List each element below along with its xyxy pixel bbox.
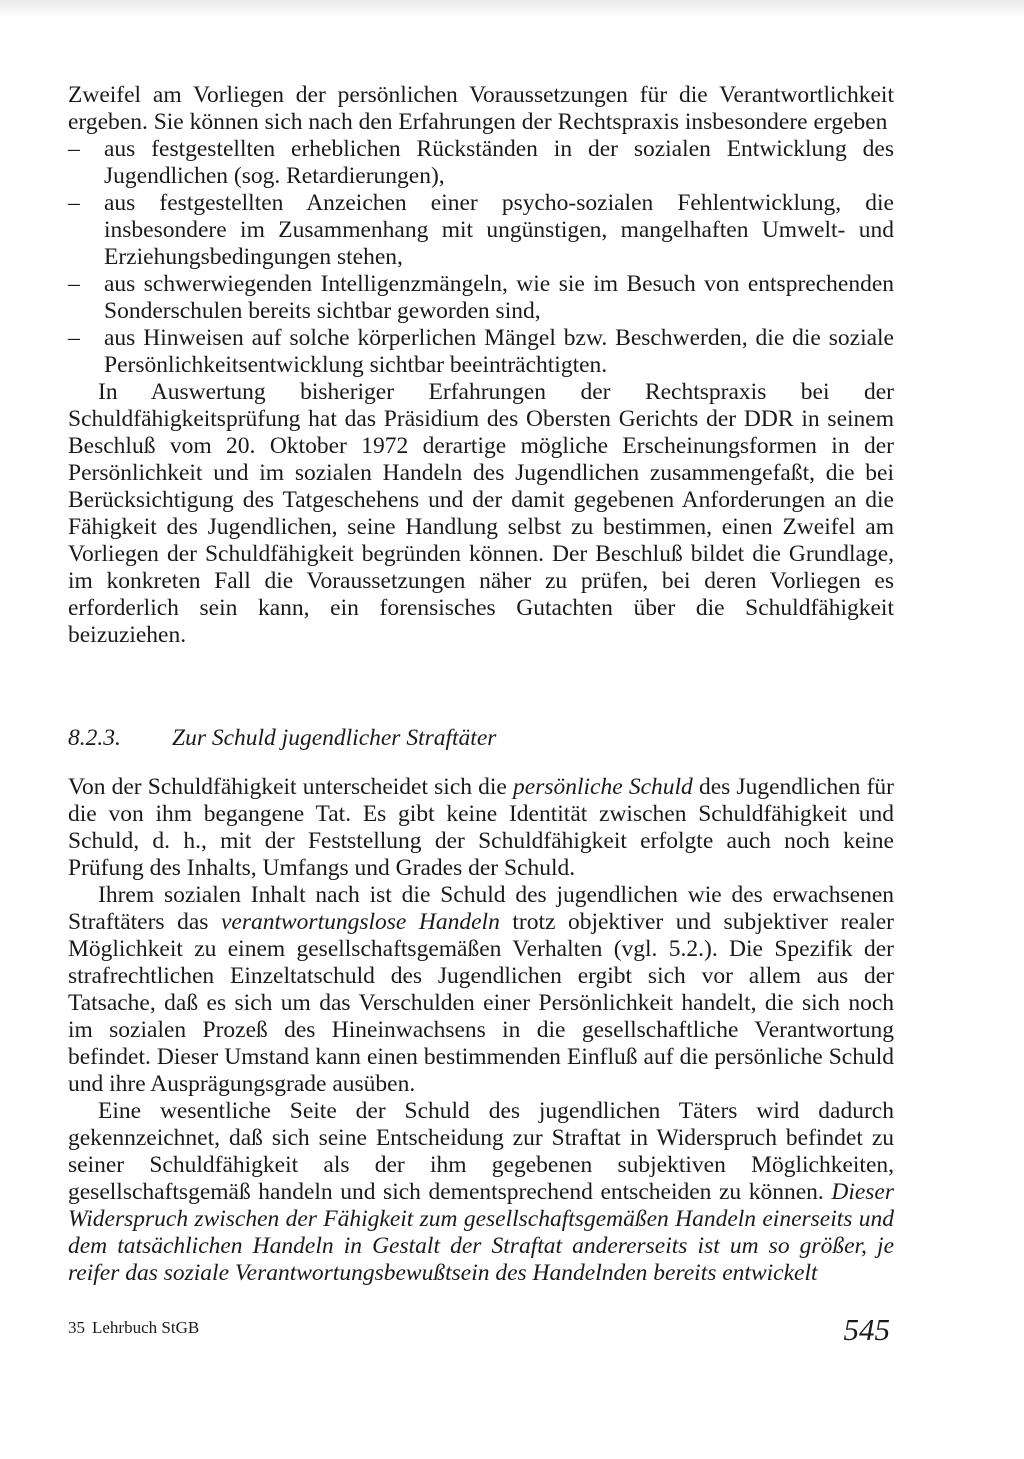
list-item-text: aus festgestellten Anzeichen einer psycho-sozialen Fehlentwicklung, die insbesondere im Zusammenhang mit ungünstigen, mangelhaften Umwelt- und Erziehungsbedingungen stehen,	[104, 190, 894, 270]
paragraph-5	[68, 1098, 894, 1287]
list-dash: –	[68, 325, 80, 351]
paragraph-1: Zweifel am Vorliegen der persönlichen Voraussetzungen für die Verantwortlichkeit ergeben. Sie können sich nach den Erfahrungen der Rechtspraxis insbesondere ergeben	[68, 82, 894, 135]
paragraph-4	[68, 882, 894, 1098]
list-dash: –	[68, 271, 80, 297]
list-item-text: aus Hinweisen auf solche körperlichen Mängel bzw. Beschwerden, die die soziale Persönlichkeitsentwicklung sichtbar beeinträchtigten.	[104, 325, 894, 378]
signature-mark	[68, 1318, 199, 1338]
paragraph-4-text: Ihrem sozialen Inhalt nach ist die Schuld des jugendlichen wie des erwachsenen Straftäters das	[68, 882, 894, 935]
page-top-edge	[0, 0, 1024, 18]
paragraph-2: In Auswertung bisheriger Erfahrungen der Rechtspraxis bei der Schuldfähigkeitsprüfung hat das Präsidium des Obersten Gerichts der DDR in seinem Beschluß vom 20. Oktober 1972 derartige mögliche Erscheinungsformen in der Persönlichkeit und im sozialen Handeln des Jugendlichen zusammengefaßt, die bei Berücksichtigung des Tatgeschehens und der damit gegebenen Anforderungen an die Fähigkeit des Jugendlichen, seine Handlung selbst zu bestimmen, einen Zweifel am Vorliegen der Schuldfähigkeit begründen können. Der Beschluß bildet die Grundlage, im konkreten Fall die Voraussetzungen näher zu prüfen, bei deren Vorliegen es erforderlich sein kann, ein forensisches Gutachten über die Schuldfähigkeit beizuziehen.	[68, 379, 894, 648]
paragraph-3-text: Von der Schuldfähigkeit unterscheidet sich die	[68, 774, 514, 800]
paragraph-3-emphasis: persönliche Schuld	[513, 774, 693, 800]
paragraph-5-text: Eine wesentliche Seite der Schuld des jugendlichen Täters wird dadurch gekennzeichnet, daß sich seine Entscheidung zur Straftat in Widerspruch befindet zu seiner Schuldfähigkeit als der ihm gegebenen subjektiven Möglichkeiten, gesellschaftsgemäß handeln und sich dementsprechend entscheiden zu können.	[68, 1098, 894, 1205]
paragraph-3	[68, 774, 894, 882]
list-item	[68, 325, 894, 379]
section-heading	[68, 725, 894, 752]
list-item	[68, 136, 894, 190]
paragraph-5-emphasis: Dieser Widerspruch zwischen der Fähigkeit zum gesellschaftsgemäßen Handeln einerseits und dem tatsächlichen Handeln in Gestalt der Straftat andererseits ist um so größer, je reifer das soziale Verantwortungsbewußtsein des Handelnden bereits entwickelt	[68, 1179, 894, 1286]
list-item	[68, 271, 894, 325]
paragraph-4-emphasis: verantwortungslose Handeln	[220, 909, 500, 935]
page-number: 545	[843, 1312, 890, 1347]
list-dash: –	[68, 190, 80, 216]
list-item-text: aus festgestellten erheblichen Rückständen in der sozialen Entwicklung des Jugendlichen (sog. Retardierungen),	[104, 136, 894, 189]
page-footer	[68, 1312, 894, 1348]
lower-text-block	[68, 774, 894, 1287]
paragraph-4-text-end: trotz objektiver und subjektiver realer Möglichkeit zu einem gesellschaftsgemäßen Verhalten (vgl. 5.2.). Die Spezifik der strafrechtlichen Einzeltatschuld des Jugendlichen ergibt sich vor allem aus der Tatsache, daß es sich um das Verschulden einer Persönlichkeit handelt, die sich noch im sozialen Prozeß des Hineinwachsens in die gesellschaftliche Verantwortung befindet. Dieser Umstand kann einen bestimmenden Einfluß auf die persönliche Schuld und ihre Ausprägungsgrade ausüben.	[68, 909, 894, 1097]
signature-number: 35	[68, 1318, 85, 1337]
upper-text-block	[68, 82, 894, 649]
section-number: 8.2.3.	[68, 725, 121, 751]
section-title: Zur Schuld jugendlicher Straftäter	[172, 725, 497, 751]
list-dash: –	[68, 136, 80, 162]
list-item	[68, 190, 894, 271]
paragraph-3-text-end: des Jugendlichen für die von ihm begangene Tat. Es gibt keine Identität zwischen Schuldfähigkeit und Schuld, d. h., mit der Feststellung der Schuldfähigkeit erfolgte auch noch keine Prüfung des Inhalts, Umfangs und Grades der Schuld.	[68, 774, 894, 881]
list-item-text: aus schwerwiegenden Intelligenzmängeln, wie sie im Besuch von entsprechenden Sonderschulen bereits sichtbar geworden sind,	[104, 271, 894, 324]
signature-text: Lehrbuch StGB	[92, 1318, 200, 1337]
